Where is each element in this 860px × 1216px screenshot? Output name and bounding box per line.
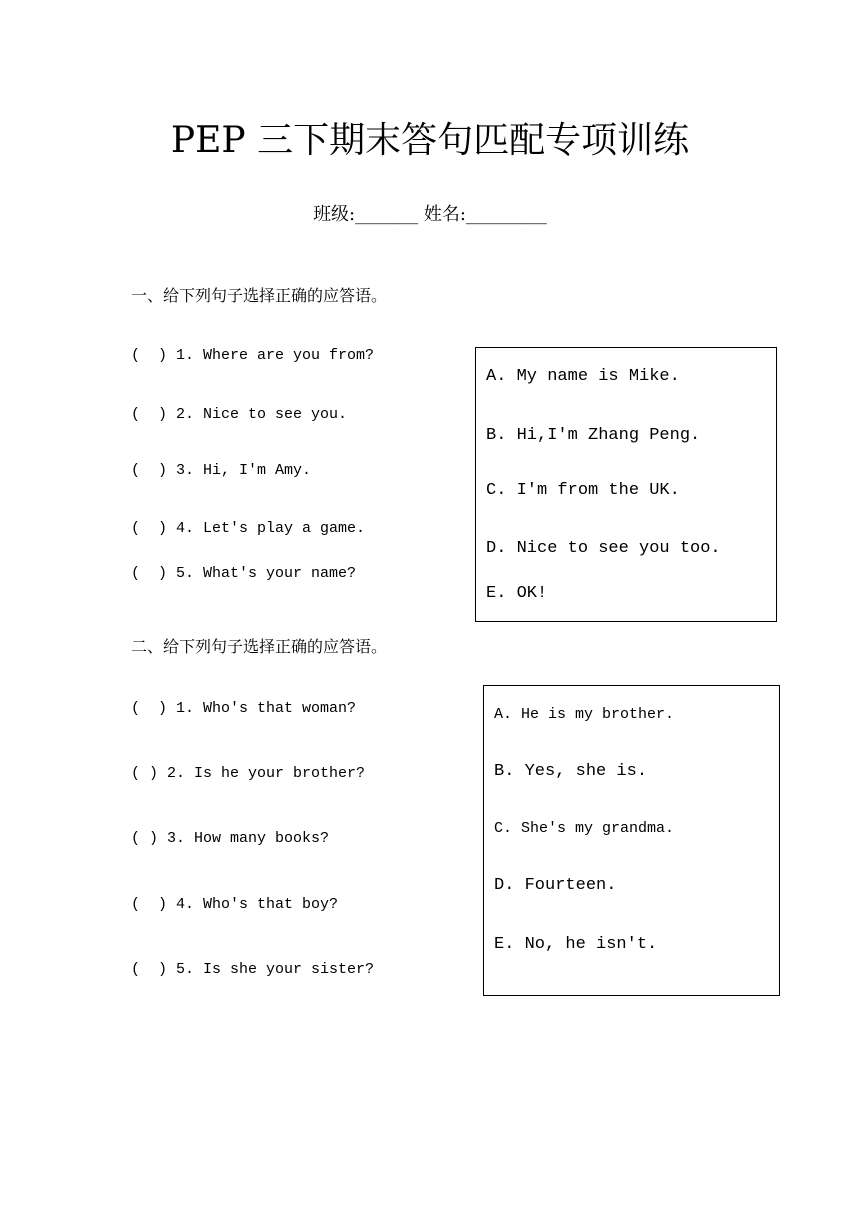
section1-option-b: B. Hi,I'm Zhang Peng. [486, 426, 701, 445]
section1-question-5: ( ) 5. What's your name? [131, 565, 357, 582]
section1-heading: 一、给下列句子选择正确的应答语。 [131, 286, 388, 305]
section2-option-e: E. No, he isn't. [494, 935, 658, 954]
document-title: PEP 三下期末答句匹配专项训练 [170, 120, 690, 161]
section2-question-4: ( ) 4. Who's that boy? [131, 896, 339, 913]
section1-option-d: D. Nice to see you too. [486, 539, 721, 558]
section1-question-4: ( ) 4. Let's play a game. [131, 520, 366, 537]
section1-option-e: E. OK! [486, 584, 548, 603]
section2-option-b: B. Yes, she is. [494, 762, 648, 781]
section2-option-a: A. He is my brother. [494, 706, 675, 723]
section2-option-d: D. Fourteen. [494, 876, 617, 895]
section1-question-3: ( ) 3. Hi, I'm Amy. [131, 462, 312, 479]
section2-question-5: ( ) 5. Is she your sister? [131, 961, 375, 978]
section2-question-2: ( ) 2. Is he your brother? [131, 765, 366, 782]
section1-option-c: C. I'm from the UK. [486, 481, 680, 500]
section2-heading: 二、给下列句子选择正确的应答语。 [131, 637, 388, 656]
section1-option-a: A. My name is Mike. [486, 367, 680, 386]
section1-question-2: ( ) 2. Nice to see you. [131, 406, 348, 423]
class-name-line: 班级:_______ 姓名:_________ [313, 204, 547, 225]
section2-question-3: ( ) 3. How many books? [131, 830, 330, 847]
section2-question-1: ( ) 1. Who's that woman? [131, 700, 357, 717]
section1-question-1: ( ) 1. Where are you from? [131, 347, 375, 364]
section2-option-c: C. She's my grandma. [494, 820, 675, 837]
